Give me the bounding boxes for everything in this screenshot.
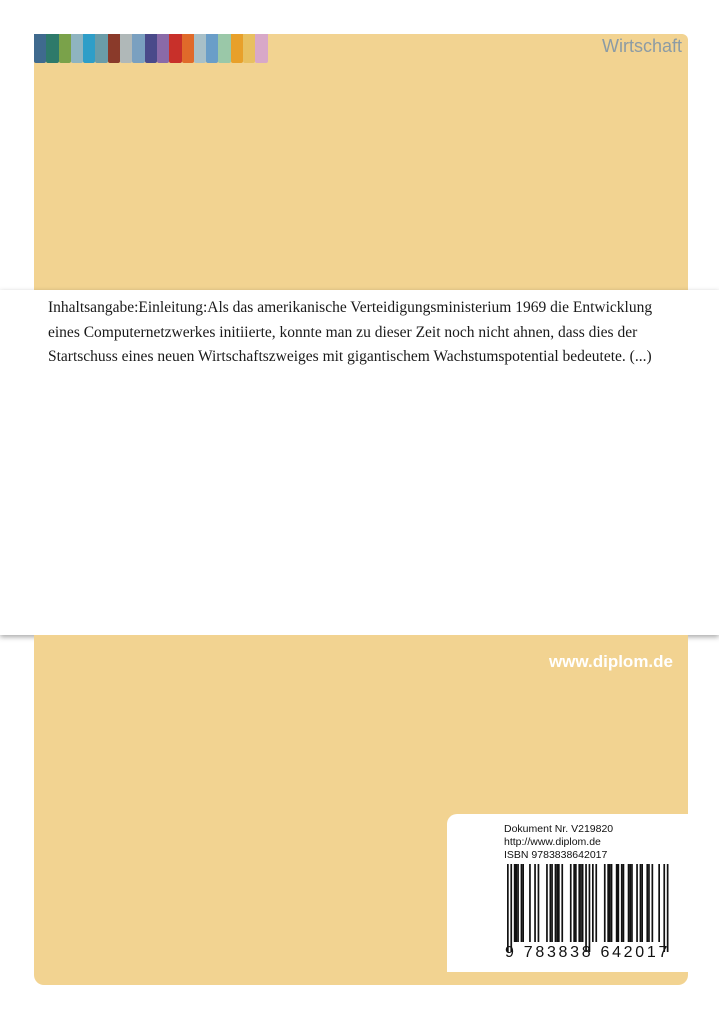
isbn-line: ISBN 9783838642017: [504, 849, 608, 861]
color-stripe: [108, 34, 120, 63]
color-stripe: [243, 34, 255, 63]
category-label: Wirtschaft: [601, 36, 682, 56]
color-stripe: [95, 34, 107, 63]
barcode-bar: [636, 864, 638, 942]
cover-top-panel: [34, 34, 688, 290]
barcode-bar: [582, 864, 584, 942]
barcode-bar: [517, 864, 519, 942]
color-stripe: [194, 34, 206, 63]
publisher-url: http://www.diplom.de: [504, 836, 601, 848]
barcode-bar: [573, 864, 575, 942]
barcode-bar: [595, 864, 597, 942]
color-stripe: [145, 34, 157, 63]
barcode-bar: [646, 864, 648, 942]
barcode-bar: [609, 864, 611, 942]
barcode-bar: [611, 864, 613, 942]
barcode-bar: [575, 864, 577, 942]
barcode-bar: [618, 864, 620, 942]
barcode-bar: [604, 864, 606, 942]
barcode-bar: [585, 864, 587, 952]
barcode-bar: [558, 864, 560, 942]
color-stripe: [255, 34, 267, 63]
color-stripe: [83, 34, 95, 63]
barcode-bar: [652, 864, 654, 942]
color-stripe: [59, 34, 71, 63]
barcode-bar: [621, 864, 623, 942]
barcode-bar: [616, 864, 618, 942]
barcode-bar: [589, 864, 591, 952]
color-stripe: [34, 34, 46, 63]
barcode-bar: [629, 864, 631, 942]
barcode-bar: [522, 864, 524, 942]
barcode-bar: [570, 864, 572, 942]
barcode-bar: [631, 864, 633, 942]
color-stripes: [34, 34, 268, 63]
barcode-bar: [555, 864, 557, 942]
barcode-bar: [592, 864, 594, 942]
barcode-bar: [510, 864, 512, 952]
barcode-bar: [546, 864, 548, 942]
barcode-bar: [580, 864, 582, 942]
barcode-bar: [556, 864, 558, 942]
barcode-bar: [507, 864, 509, 952]
color-stripe: [120, 34, 132, 63]
barcode-bar: [538, 864, 540, 942]
color-stripe: [231, 34, 243, 63]
color-stripe: [71, 34, 83, 63]
barcode-bar: [521, 864, 523, 942]
barcode-bar: [623, 864, 625, 942]
barcode-bar: [648, 864, 650, 942]
barcode-bar: [640, 864, 642, 942]
barcode-bar: [658, 864, 660, 942]
blurb-text: Inhaltsangabe:Einleitung:Als das amerikanische Verteidigungsministerium 1969 die Entwicklung eines Computernetzwerkes initiierte, konnte man zu dieser Zeit noch nicht ahnen, dass dies der Startschuss eines neuen Wirtschaftszweiges mit gigantischem Wachstumspotential bedeutete. (...): [48, 299, 653, 365]
blurb-band: [0, 290, 719, 635]
barcode-bar: [641, 864, 643, 942]
barcode-bar: [667, 864, 669, 952]
barcode-box: [447, 814, 688, 972]
color-stripe: [206, 34, 218, 63]
color-stripe: [169, 34, 181, 63]
barcode-bar: [628, 864, 630, 942]
website-label: www.diplom.de: [548, 652, 673, 671]
color-stripe: [132, 34, 144, 63]
barcode-bar: [663, 864, 665, 952]
barcode-bar: [607, 864, 609, 942]
barcode-digits: 9 783838 642017: [505, 944, 671, 961]
document-number: Dokument Nr. V219820: [504, 823, 614, 835]
barcode-bar: [514, 864, 516, 942]
color-stripe: [218, 34, 230, 63]
barcode-bar: [534, 864, 536, 942]
barcode-bar: [551, 864, 553, 942]
barcode-bar: [529, 864, 531, 942]
color-stripe: [46, 34, 58, 63]
barcode-bar: [561, 864, 563, 942]
barcode-bar: [550, 864, 552, 942]
color-stripe: [182, 34, 194, 63]
barcode-bar: [578, 864, 580, 942]
color-stripe: [157, 34, 169, 63]
barcode-bar: [516, 864, 518, 942]
